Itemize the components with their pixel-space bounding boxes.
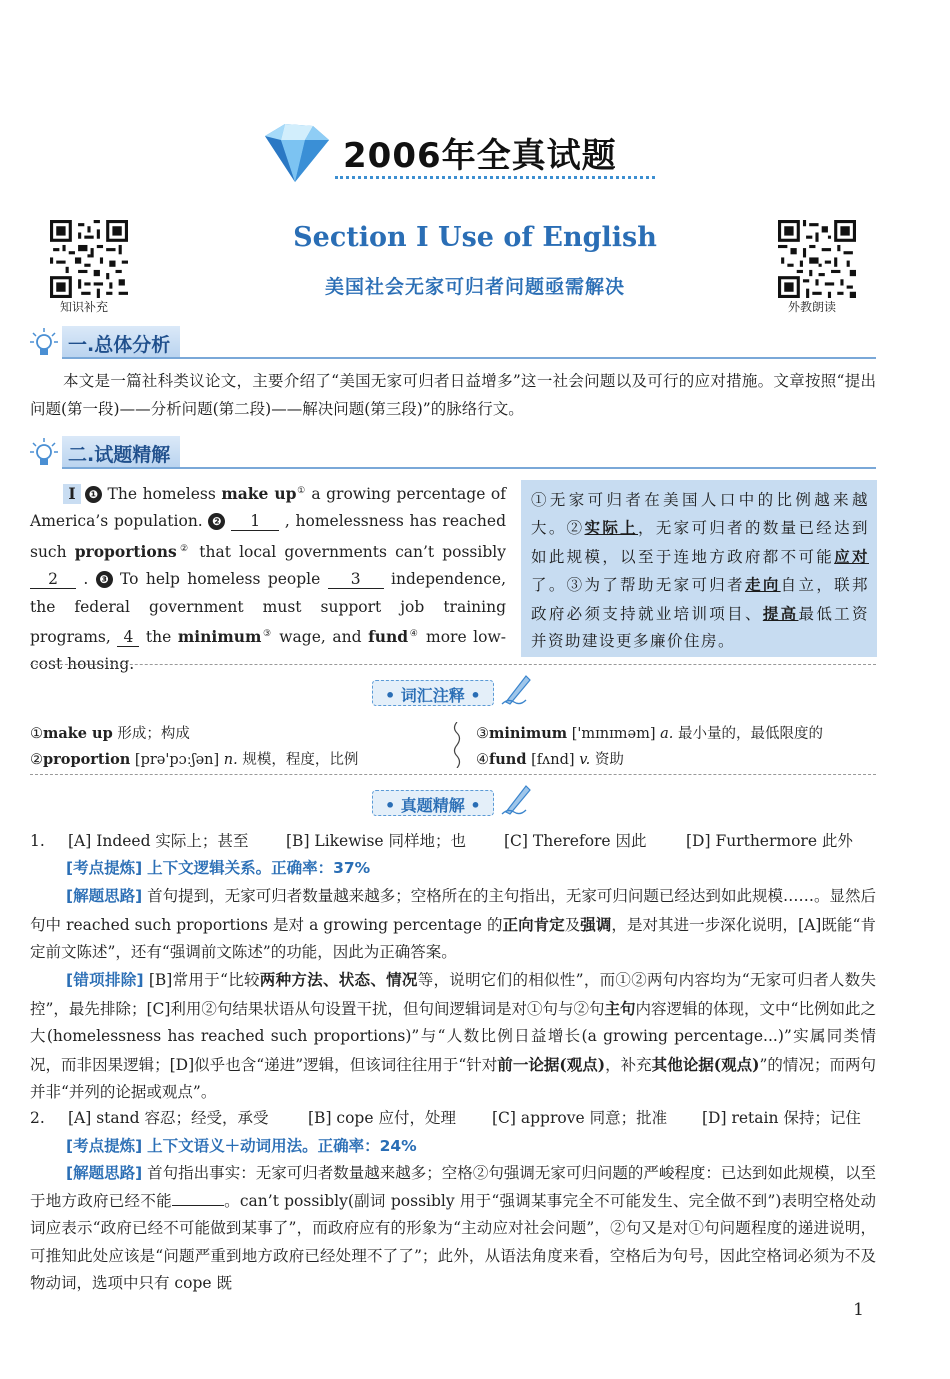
vocab-num: ④ bbox=[476, 752, 489, 768]
vocab-num: ③ bbox=[476, 726, 489, 742]
vocab-phonetic: [fʌnd] bbox=[526, 752, 580, 768]
divider bbox=[30, 774, 876, 775]
option-d: [D] Furthermore 此外 bbox=[686, 832, 853, 850]
translation-text: 最低工资并资助建设更多廉价住房。 bbox=[531, 604, 869, 651]
sentence-marker: ❸ bbox=[96, 571, 113, 588]
translation-text: 自立，联邦政府必须支持就业培训项目、 bbox=[531, 576, 869, 623]
vocab-pos: a. bbox=[660, 726, 674, 742]
section-title: Section Ⅰ Use of English bbox=[293, 222, 657, 253]
translation-keyword: 实际上 bbox=[584, 518, 638, 538]
lightbulb-icon bbox=[30, 328, 58, 358]
divider bbox=[30, 664, 876, 665]
squiggle-divider bbox=[452, 722, 462, 768]
question-number: 1. bbox=[30, 832, 45, 850]
option-b: [B] cope 应付，处理 bbox=[308, 1109, 456, 1127]
heading-text: 二.试题精解 bbox=[62, 436, 180, 468]
blank-1: 1 bbox=[231, 512, 279, 531]
vocab-meaning: 形成；构成 bbox=[112, 726, 190, 742]
vocab-word: proportion bbox=[43, 751, 131, 768]
blank-4: 4 bbox=[117, 628, 139, 647]
heading-text: 一.总体分析 bbox=[62, 326, 180, 358]
translation-text: 了。③为了帮助无家可归者 bbox=[531, 576, 745, 595]
vocab-word: minimum bbox=[489, 725, 568, 742]
vocab-phonetic: [prə'pɔːʃən] bbox=[130, 752, 224, 768]
translation-keyword: 应对 bbox=[834, 546, 869, 566]
option-a: [A] Indeed 实际上；甚至 bbox=[68, 832, 249, 850]
answers-tag: • 真题精解 • bbox=[372, 790, 494, 816]
english-passage: Ⅰ ❶ The homeless make up① a growing percentage of America’s population. ❷ 1 , homelessness has reached such proportions② that local governments can’t possibly 2 . ❸ To help homeless people 3 independence, the federal government must support job training programs, 4 the minimum③ wage, and fund④ more low-cost housing. bbox=[30, 484, 507, 674]
sentence-marker: ❶ bbox=[85, 486, 102, 503]
heading-question-analysis bbox=[30, 436, 876, 470]
question-2-options bbox=[30, 1106, 861, 1128]
question-number: 2. bbox=[30, 1109, 45, 1127]
vocab-item-4 bbox=[476, 748, 624, 769]
q2-key-point bbox=[30, 1133, 876, 1161]
translation-keyword: 走向 bbox=[744, 575, 781, 595]
vocab-phonetic: ['mɪnɪməm] bbox=[567, 726, 661, 742]
pen-icon bbox=[500, 672, 534, 706]
q2-solution: [解题思路] 首句指出事实：无家可归者数量越来越多；空格②句强调无家可归问题的严峻程度：已达到如此规模，以至于地方政府已经不能 。can’t possibly(副词 possibly 用于“强调某事完全不可能发生、完全做不到”)表明空格处动词应表示“政府已经不可能做到某事了”，而政府应有的形象为“主动应对社会问题”，②句又是对①句问题程度的递进说明，可推知此处应该是“问题严重到地方政府已经处理不了了”；此外，从语法角度来看，空格后为句号，因此空格词必须为不及物动词，选项中只有 cope 既 bbox=[30, 1164, 877, 1293]
label: [解题思路] bbox=[66, 1164, 143, 1182]
vocab-meaning: 最小量的，最低限度的 bbox=[673, 726, 823, 742]
vocab-item-3 bbox=[476, 722, 823, 743]
vocab-num: ① bbox=[30, 726, 43, 742]
vocab-word: make up bbox=[43, 725, 113, 742]
page-number: 1 bbox=[853, 1300, 864, 1320]
vocab-meaning: 规模，程度，比例 bbox=[237, 752, 359, 768]
option-a: [A] stand 容忍；经受，承受 bbox=[68, 1109, 269, 1127]
label: [解题思路] bbox=[66, 887, 143, 905]
translation-text: ，无家可归者的数量已经达到如此规模，以至于连地方政府都不可能 bbox=[531, 519, 869, 566]
diamond-icon bbox=[255, 122, 333, 184]
question-1-options bbox=[30, 829, 853, 851]
option-d: [D] retain 保持；记住 bbox=[702, 1109, 861, 1127]
blank-3: 3 bbox=[328, 570, 384, 589]
key-point-text: 上下文语义＋动词用法。正确率：24% bbox=[147, 1137, 417, 1155]
title-block bbox=[255, 118, 655, 188]
q1-elimination: [错项排除] [B]常用于“比较两种方法、状态、情况等，说明它们的相似性”，而①②两句内容均为“无家可归者人数失控”，最先排除；[C]利用②句结果状语从句设置干扰，但句间逻辑词是对①句与②句主句内容逻辑的体现，文中“比例如此之大(homelessness has reached such proportions)”与“人数比例日益增长(a growing percentage...)”实属同类情况，而非因果逻辑；[D]似乎也含“递进”逻辑，但该词往往用于“针对前一论据(观点)，补充其他论据(观点)”的情况；而两句并非“并列的论据或观点”。 bbox=[30, 970, 877, 1102]
translation-box bbox=[521, 480, 877, 657]
q1-key-point bbox=[30, 855, 876, 883]
section-subtitle: 美国社会无家可归者问题亟需解决 bbox=[324, 276, 625, 298]
qr-left-label: 知识补充 bbox=[60, 300, 109, 314]
translation-text: ①无家可归者在美国人口中的比例越来越大。② bbox=[531, 491, 869, 538]
vocab-num: ② bbox=[30, 752, 43, 768]
blank-2: 2 bbox=[30, 570, 76, 589]
vocab-pos: n. bbox=[223, 752, 238, 768]
vocab-word: fund bbox=[489, 751, 527, 768]
translation-keyword: 提高 bbox=[762, 603, 799, 623]
heading-overall-analysis bbox=[30, 326, 876, 360]
label: [考点提炼] bbox=[66, 1137, 143, 1155]
title-underline bbox=[335, 176, 655, 179]
pen-icon bbox=[500, 782, 534, 816]
paragraph-marker: Ⅰ bbox=[63, 484, 81, 504]
vocab-meaning: 资助 bbox=[590, 752, 624, 768]
option-b: [B] Likewise 同样地；也 bbox=[286, 832, 467, 850]
overall-analysis-text: 本文是一篇社科类议论文，主要介绍了“美国无家可归者日益增多”这一社会问题以及可行的应对措施。文章按照“提出问题(第一段)——分析问题(第二段)——解决问题(第三段)”的脉络行文。 bbox=[30, 372, 876, 418]
label: [错项排除] bbox=[66, 971, 144, 989]
q1-solution: [解题思路] 首句提到，无家可归者数量越来越多；空格所在的主句指出，无家可归问题已经达到如此规模……。显然后句中 reached such proportions 是对 a growing percentage 的正向肯定及强调，是对其进一步深化说明，[A]既能“肯定前文陈述”，还有“强调前文陈述”的功能，因此为正确答案。 bbox=[30, 887, 877, 962]
vocab-tag: • 词汇注释 • bbox=[372, 680, 494, 706]
vocab-item-2 bbox=[30, 748, 358, 769]
label: [考点提炼] bbox=[66, 859, 143, 877]
option-c: [C] Therefore 因此 bbox=[504, 832, 647, 850]
key-point-text: 上下文逻辑关系。正确率：37% bbox=[147, 859, 371, 877]
sentence-marker: ❷ bbox=[208, 513, 225, 530]
option-c: [C] approve 同意；批准 bbox=[492, 1109, 668, 1127]
heading-rule bbox=[62, 357, 876, 359]
vocab-pos: v. bbox=[579, 752, 591, 768]
qr-right-label: 外教朗读 bbox=[788, 300, 837, 314]
lightbulb-icon bbox=[30, 438, 58, 468]
vocab-item-1 bbox=[30, 722, 190, 743]
heading-rule bbox=[62, 467, 876, 469]
page-title: 2006年全真试题 bbox=[343, 136, 617, 176]
